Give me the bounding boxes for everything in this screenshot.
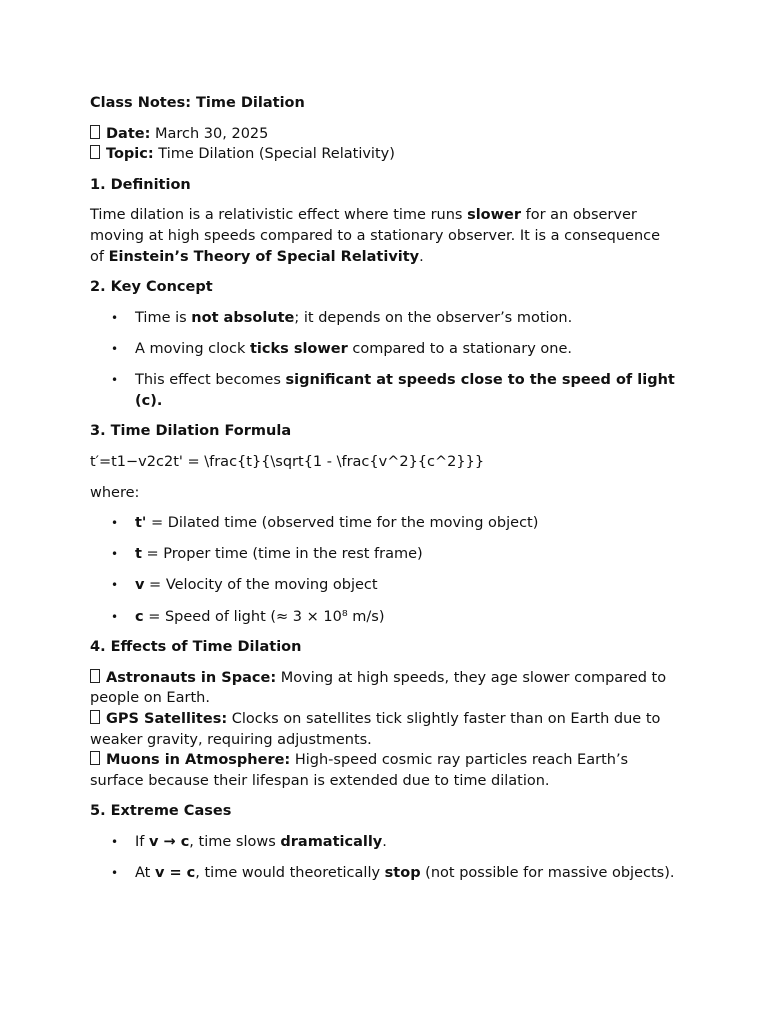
item-emphasis: v → c [149,834,190,850]
item-text: If [135,834,149,850]
date-value: March 30, 2025 [155,125,269,142]
effect-text: High-speed cosmic ray particles reach Earth’s surface because their lifespan is extended due to time dilation. [90,752,629,789]
item-emphasis: significant at speeds close to the speed of light (c). [135,372,675,409]
effect-label: Astronauts in Space: [106,669,277,686]
list-item [135,544,678,565]
item-text: ; it depends on the observer’s motion. [294,309,573,326]
meta-block [90,124,678,165]
list-item [135,607,678,628]
term-symbol: v [135,577,145,594]
item-text: Time is [135,309,192,326]
list-item [135,832,678,853]
term-description: = Velocity of the moving object [144,577,378,594]
item-text: . [382,834,387,850]
section-heading-effects: 4. Effects of Time Dilation [90,639,302,656]
list-item [135,513,678,534]
definition-text: for an observer moving at high speeds compared to a stationary observer. It is a consequence of [90,207,661,265]
list-item [135,370,678,411]
missing-glyph-icon [90,710,100,724]
item-text: compared to a stationary one. [347,340,572,357]
section-heading-definition: 1. Definition [90,176,191,193]
effect-text: Clocks on satellites tick slightly faster than on Earth due to weaker gravity, requiring adjustments. [90,711,661,748]
effect-item [90,750,678,791]
effect-item [90,668,678,709]
item-emphasis: ticks slower [250,340,348,357]
missing-glyph-icon [90,125,100,139]
item-text: At [135,865,155,882]
item-text: , time slows [189,834,281,850]
term-description: = Speed of light (≈ 3 × 10⁸ m/s) [143,608,385,625]
section-heading-extreme: 5. Extreme Cases [90,803,232,820]
item-text: A moving clock [135,340,250,357]
effect-label: Muons in Atmosphere: [106,752,291,769]
list-item [135,575,678,596]
extreme-cases-list [90,832,678,884]
topic-value: Time Dilation (Special Relativity) [158,146,395,163]
item-text: This effect becomes [135,372,286,389]
effect-item [90,709,678,750]
missing-glyph-icon [90,669,100,683]
list-item [135,863,678,884]
page-title: Class Notes: Time Dilation [90,95,305,111]
term-description: = Proper time (time in the rest frame) [141,546,423,563]
term-description: = Dilated time (observed time for the moving object) [146,515,539,532]
missing-glyph-icon [90,145,100,159]
formula-terms-list [90,513,678,627]
item-text: (not possible for massive objects). [420,865,675,882]
item-emphasis: dramatically [280,834,383,850]
date-label: Date: [106,125,151,142]
item-text: , time would theoretically [195,865,385,882]
term-symbol: t' [135,515,147,532]
definition-paragraph [90,205,678,267]
section-heading-formula: 3. Time Dilation Formula [90,423,292,440]
missing-glyph-icon [90,751,100,765]
date-line [90,124,678,145]
term-symbol: c [135,608,144,625]
topic-line [90,144,678,165]
list-item [135,308,678,329]
effect-label: GPS Satellites: [106,711,228,728]
effect-text: Moving at high speeds, they age slower compared to people on Earth. [90,669,667,707]
key-concept-list [90,308,678,412]
term-symbol: t [135,546,142,563]
section-heading-key-concept: 2. Key Concept [90,279,213,296]
definition-emphasis: slower [467,207,522,224]
definition-text: Time dilation is a relativistic effect where time runs [90,207,468,224]
definition-emphasis: Einstein’s Theory of Special Relativity [108,248,420,265]
list-item [135,339,678,360]
notes-content [90,93,678,894]
effects-block [90,668,678,792]
topic-label: Topic: [106,146,154,163]
item-emphasis: not absolute [191,309,295,326]
formula-text: t′=t1−v2c2t' = \frac{t}{\sqrt{1 - \frac{v^2}{c^2}}} [90,453,485,470]
formula-where: where: [90,484,140,501]
item-emphasis: stop [384,865,421,882]
item-emphasis: v = c [154,865,196,882]
definition-text: . [419,248,424,265]
